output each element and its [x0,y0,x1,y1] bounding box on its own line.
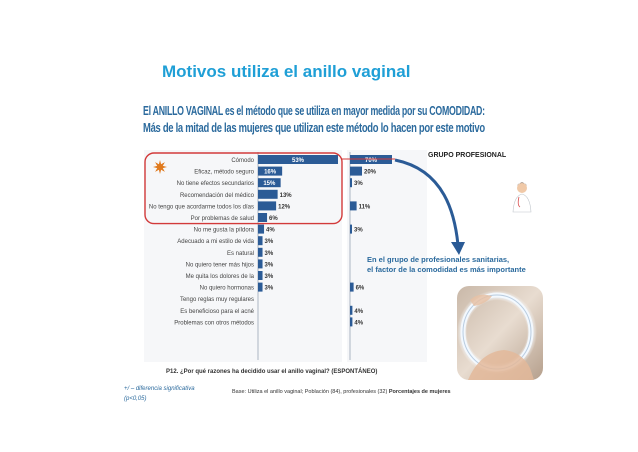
population-bar [258,190,278,199]
population-bar-label: 3% [264,239,274,246]
professional-bar [350,225,352,234]
category-label: No tiene efectos secundarios [176,181,254,188]
page-title: Motivos utiliza el anillo vaginal [162,62,411,81]
doctor-icon [513,183,531,213]
population-bar [258,236,263,245]
population-bar [258,283,263,292]
population-bar [258,225,264,234]
category-label: Problemas con otros métodos [174,320,254,327]
base-text: Base: Utiliza el anillo vaginal; Población (84), profesionales (32) [232,389,388,395]
professional-bar [350,201,357,210]
star-icon [153,160,167,174]
question-text: P12. ¿Por qué razones ha decidido usar el anillo vaginal? (ESPONTÁNEO) [166,369,378,375]
population-bar [258,213,267,222]
professional-bar-label: 11% [358,204,371,211]
significance-p-value: (p<0,05) [124,396,147,402]
professional-bar [350,178,352,187]
group-label: GRUPO PROFESIONAL [428,152,507,159]
professional-bar [350,283,354,292]
vaginal-ring-photo [457,286,543,380]
professional-bar-label: 70% [364,158,378,164]
base-note [232,389,451,395]
category-label: Me quita los dolores de la [185,274,254,280]
population-bar-label: 4% [266,227,275,234]
population-bar-label: 6% [269,216,278,222]
professional-bar [350,317,352,326]
significance-note: +/ – diferencia significativa [124,386,195,392]
professional-bar-label: 4% [354,308,364,315]
headline-line1: El ANILLO VAGINAL es el método que se utiliza en mayor medida por su COMODIDAD: [143,103,485,118]
callout-line2: el factor de la comodidad es más importante [367,265,526,274]
population-bar-label: 12% [278,204,291,211]
population-bar-label: 3% [264,250,274,257]
population-bar-label: 16% [264,169,277,176]
arrowhead-icon [451,242,465,255]
professional-bar-label: 3% [354,227,363,234]
population-bar-label: 3% [264,262,274,269]
population-bar [258,259,263,268]
population-bar-label: 53% [291,158,305,164]
professional-bar-label: 3% [354,181,363,188]
category-label: No quiero hormonas [199,285,254,292]
population-bar-label: 15% [263,181,276,188]
headline-line2: Más de la mitad de las mujeres que utilizan este método lo hacen por este motivo [143,120,485,135]
category-label: No quiero tener más hijos [185,262,254,269]
population-bar-label: 3% [264,285,274,292]
population-bar [258,248,263,257]
population-bar [258,201,276,210]
population-panel [144,150,342,362]
category-label: No tengo que acordarme todos los días [148,204,254,211]
professional-bar-label: 20% [364,169,377,176]
population-bar-label: 3% [264,274,274,280]
category-label: Recomendación del médico [179,192,254,199]
population-bar-label: 13% [279,192,292,199]
category-label: Por problemas de salud [190,216,254,222]
base-bold: Porcentajes de mujeres [388,389,451,395]
category-label: Es natural [226,250,254,257]
callout-line1: En el grupo de profesionales sanitarias, [367,255,510,264]
professional-bar-label: 4% [354,320,364,327]
category-label: Cómodo [231,158,254,164]
category-label: Adecuado a mi estilo de vida [177,239,254,246]
category-label: Es beneficioso para el acné [180,308,254,315]
category-label: No me gusta la píldora [193,227,254,234]
category-label: Eficaz, método seguro [194,169,254,176]
professional-bar [350,306,352,315]
professional-bar [350,167,362,176]
population-bar [258,271,263,280]
professional-bar-label: 6% [355,285,365,292]
category-label: Tengo reglas muy regulares [179,297,254,304]
